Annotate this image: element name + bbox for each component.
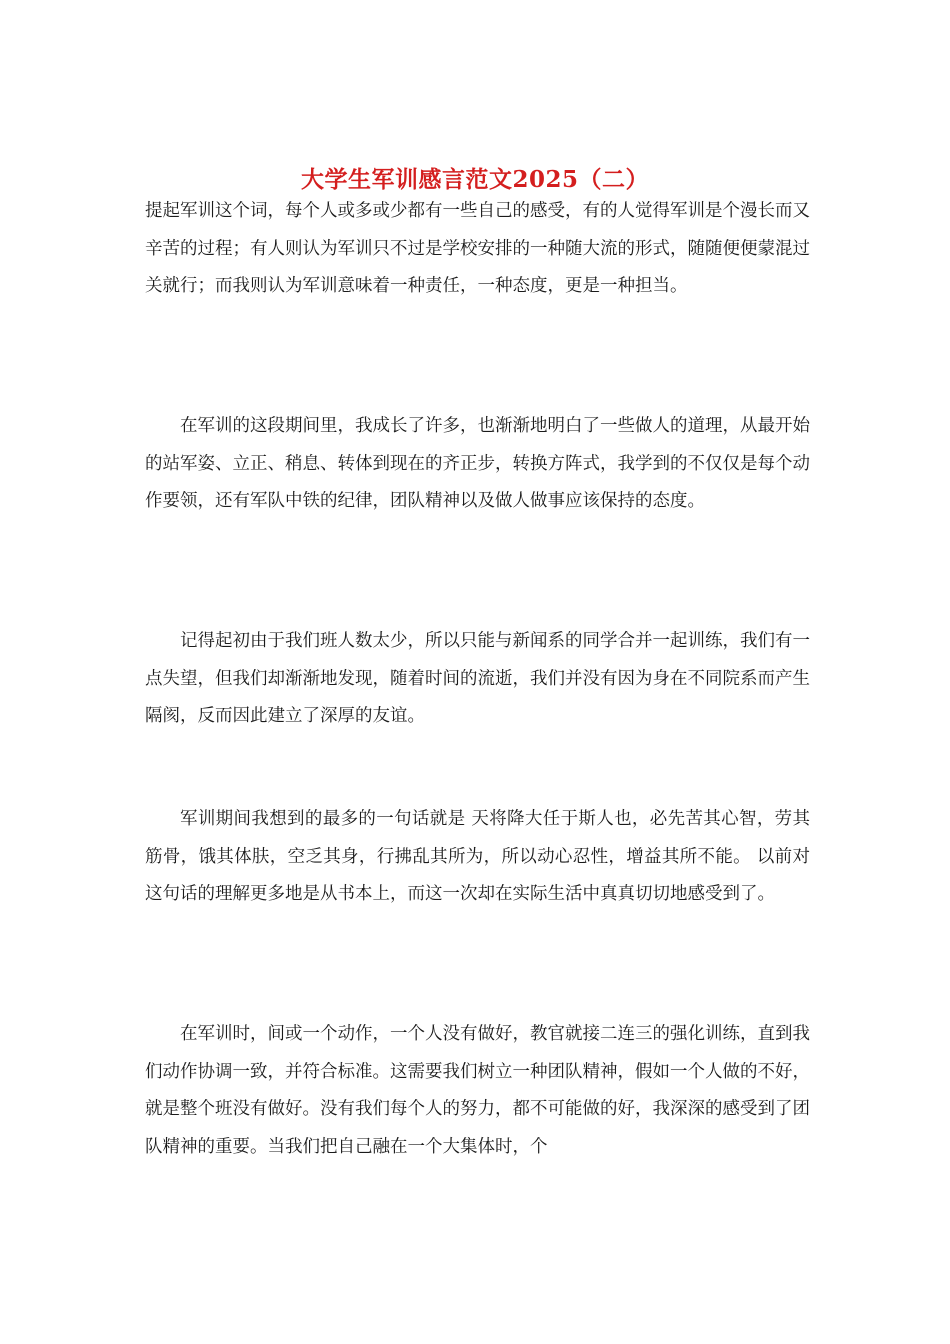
paragraph-2: 在军训的这段期间里，我成长了许多，也渐渐地明白了一些做人的道理，从最开始的站军姿、立正、稍息、转体到现在的齐正步，转换方阵式，我学到的不仅仅是每个动作要领，还有军队中铁的纪律，团队精神以及做人做事应该保持的态度。 [145,416,810,511]
paragraph-4: 军训期间我想到的最多的一句话就是 天将降大任于斯人也，必先苦其心智，劳其筋骨，饿其体肤，空乏其身，行拂乱其所为，所以动心忍性，增益其所不能。 以前对这句话的理解更多地是从书本上，而这一次却在实际生活中真真切切地感受到了。 [145,809,810,904]
paragraph-3: 记得起初由于我们班人数太少，所以只能与新闻系的同学合并一起训练，我们有一点失望，但我们却渐渐地发现，随着时间的流逝，我们并没有因为身在不同院系而产生隔阂，反而因此建立了深厚的友谊。 [145,631,810,726]
paragraph-5: 在军训时，间或一个动作，一个人没有做好，教官就接二连三的强化训练，直到我们动作协调一致，并符合标准。这需要我们树立一种团队精神，假如一个人做的不好，就是整个班没有做好。没有我们每个人的努力，都不可能做的好，我深深的感受到了团队精神的重要。当我们把自己融在一个大集体时，个 [145,1024,810,1157]
document-title: 大学生军训感言范文2025（二） [300,166,649,194]
paragraph-1: 提起军训这个词，每个人或多或少都有一些自己的感受，有的人觉得军训是个漫长而又辛苦的过程；有人则认为军训只不过是学校安排的一种随大流的形式，随随便便蒙混过关就行；而我则认为军训意味着一种责任，一种态度，更是一种担当。 [145,201,810,296]
